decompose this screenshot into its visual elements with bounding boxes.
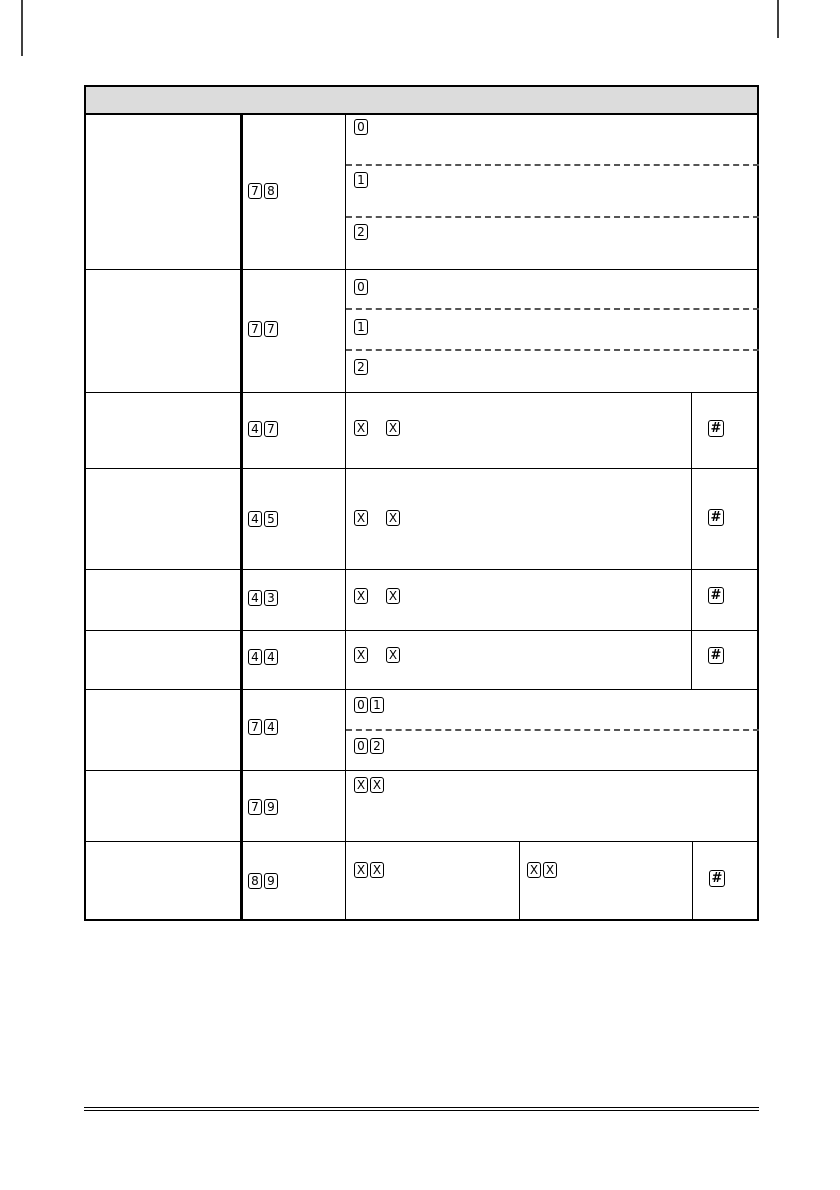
row-separator [86,468,757,469]
entry-key: X [354,862,368,878]
option-separator [346,164,759,166]
row-separator [86,269,757,270]
code-key: 4 [248,511,262,527]
row-separator [86,770,757,771]
code-key: 4 [248,649,262,665]
code-key: 8 [248,873,262,889]
column-divider-confirm [691,393,692,689]
column-divider-2 [345,115,346,921]
entry-key-2: X [543,862,557,878]
code-key: 7 [248,183,262,199]
option-key: 2 [354,224,368,240]
column-divider-1 [240,115,243,921]
code-key: 7 [264,321,278,337]
option-key: 0 [354,697,368,713]
entry-key: X [386,588,400,604]
entry-key: X [354,777,368,793]
column-divider-confirm-last [692,842,693,921]
code-key: 4 [264,719,278,735]
entry-key: X [354,588,368,604]
entry-key: X [386,510,400,526]
row-separator [86,569,757,570]
code-key: 4 [264,649,278,665]
option-key: 0 [354,119,368,135]
entry-key: X [370,862,384,878]
row-separator [86,392,757,393]
hash-key: # [708,587,724,604]
entry-key: X [386,647,400,663]
code-key: 4 [248,590,262,606]
column-divider-entry-last [519,842,520,921]
entry-key: X [354,420,368,436]
hash-key: # [708,647,724,664]
entry-key-2: X [527,862,541,878]
row-separator [86,630,757,631]
crop-mark-top-right [774,0,804,60]
code-key: 3 [264,590,278,606]
keypad-code-table [84,85,759,921]
option-key: 0 [354,738,368,754]
table-header [86,87,757,115]
code-key: 7 [248,799,262,815]
footer-rule [84,1110,759,1111]
option-separator [346,216,759,218]
option-separator [346,308,759,310]
option-key: 1 [354,172,368,188]
code-key: 5 [264,511,278,527]
option-key: 2 [370,738,384,754]
hash-key: # [709,870,725,887]
option-separator [346,729,759,731]
row-separator [86,841,757,842]
code-key: 9 [264,873,278,889]
crop-mark-top-left [0,0,30,60]
option-key: 1 [370,697,384,713]
option-separator [346,349,759,351]
code-key: 7 [248,719,262,735]
code-key: 8 [264,183,278,199]
entry-key: X [354,647,368,663]
entry-key: X [370,777,384,793]
code-key: 4 [248,421,262,437]
option-key: 0 [354,279,368,295]
row-separator [86,689,757,690]
entry-key: X [386,420,400,436]
option-key: 1 [354,319,368,335]
code-key: 9 [264,799,278,815]
hash-key: # [708,420,724,437]
footer-rule [84,1107,759,1108]
option-key: 2 [354,359,368,375]
hash-key: # [708,509,724,526]
code-key: 7 [264,421,278,437]
code-key: 7 [248,321,262,337]
entry-key: X [354,510,368,526]
